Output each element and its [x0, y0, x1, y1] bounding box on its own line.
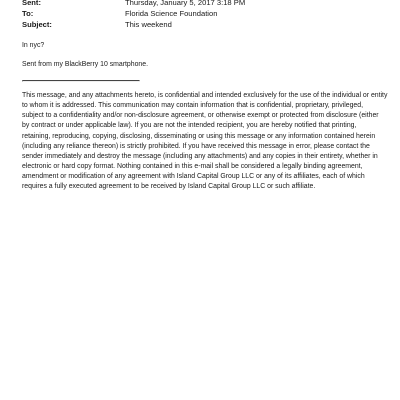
subject-value: This weekend: [125, 20, 172, 29]
message-text: In nyc?: [22, 42, 45, 49]
disclaimer-line: to whom it is addressed. This communication may contain information that is confidential, proprietary, privileged,: [22, 102, 363, 110]
disclaimer-line: requires a fully executed agreement to be received by Island Capital Group LLC or such affiliate.: [22, 183, 316, 191]
subject-label: Subject:: [22, 20, 52, 29]
to-value: Florida Science Foundation: [125, 9, 218, 18]
disclaimer-line: electronic or hard copy format. Nothing contained in this e-mail shall be considered a legally binding agreement,: [22, 162, 363, 170]
confidentiality-disclaimer: [22, 91, 388, 192]
signature-text: Sent from my BlackBerry 10 smartphone.: [22, 61, 148, 69]
to-label: To:: [22, 9, 34, 18]
disclaimer-line: by contract or under applicable law). If you are not the intended recipient, you are hereby notified that printing,: [22, 122, 357, 130]
disclaimer-line: amendment or modification of any agreement with Island Capital Group LLC or any of its affiliates, each of which: [22, 172, 365, 180]
to-row: [22, 8, 392, 19]
email-body: [22, 41, 388, 192]
disclaimer-line: retaining, reproducing, copying, disclosing, disseminating or using this message or any information contained herein: [22, 132, 376, 140]
sent-row: [22, 0, 392, 8]
subject-row: [22, 19, 392, 30]
spacer: [22, 70, 384, 80]
sent-value: Thursday, January 5, 2017 3:18 PM: [125, 0, 246, 7]
spacer: [22, 51, 384, 60]
disclaimer-line: This message, and any attachments hereto, is confidential and intended exclusively for the use of the individual or entity: [22, 92, 388, 100]
disclaimer-line: sender immediately and destroy the message (including any attachments) and any copies in their entirety, whether in: [22, 152, 378, 160]
disclaimer-line: subject to a confidentiality and/or non-disclosure agreement, or otherwise exempt or protected from disclosure (either: [22, 112, 379, 120]
spacer: [22, 82, 384, 91]
disclaimer-line: (including any reliance thereon) is strictly prohibited. If you have received this message in error, please contact the: [22, 142, 370, 150]
sent-label: Sent:: [22, 0, 41, 7]
email-header: [22, 0, 392, 30]
